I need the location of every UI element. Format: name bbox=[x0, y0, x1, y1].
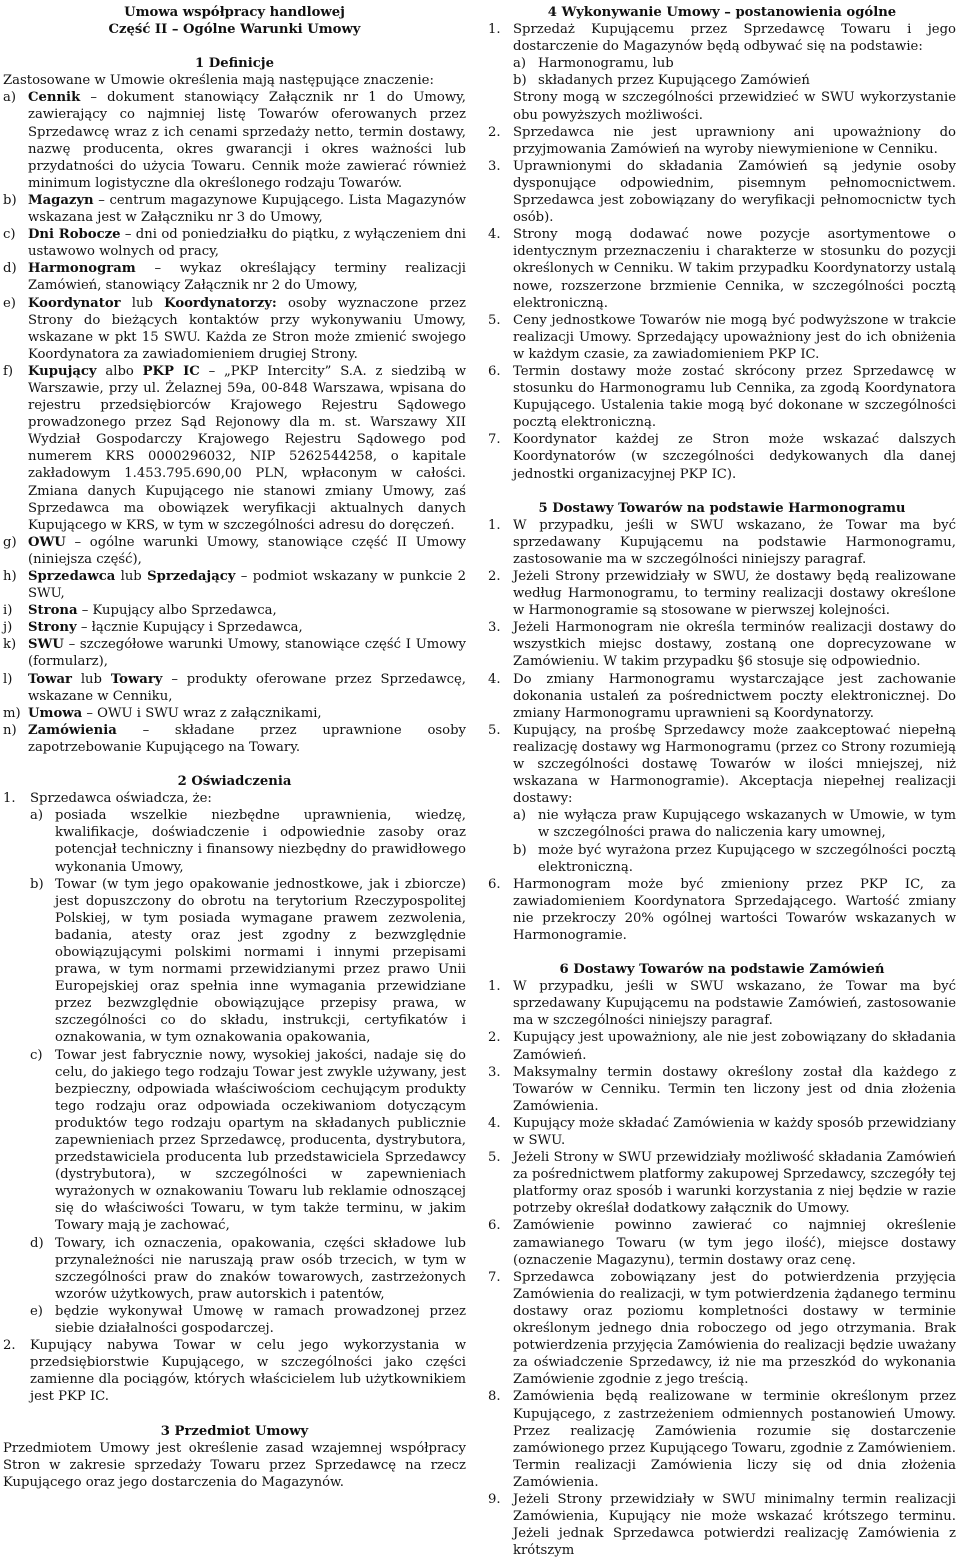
definition-term: PKP IC bbox=[142, 363, 200, 379]
section-4-item-1 bbox=[488, 21, 956, 55]
definition-term: Magazyn bbox=[28, 192, 94, 208]
definition-term: Towary bbox=[110, 671, 163, 687]
definition-term: Strona bbox=[28, 603, 78, 619]
item-text bbox=[28, 568, 466, 602]
sub-item bbox=[488, 842, 956, 876]
item-letter: a) bbox=[30, 808, 44, 824]
item-number: 6. bbox=[488, 876, 501, 892]
item-text: Kupujący może składać Zamówienia w każdy sposób przewidziany w SWU. bbox=[513, 1115, 956, 1148]
section-3-text: Przedmiotem Umowy jest określenie zasad wzajemnej współpracy Stron w zakresie sprzedaży Towaru przez Sprzedawcę na rzecz Kupującego oraz jego dostarczenia do Magazynów. bbox=[3, 1440, 466, 1490]
item-letter: b) bbox=[513, 842, 527, 858]
definition-text: – łącznie Kupujący i Sprzedawca, bbox=[76, 620, 303, 636]
numbered-item bbox=[488, 226, 956, 311]
item-number: 7. bbox=[488, 1269, 501, 1285]
sub-item bbox=[488, 72, 956, 89]
numbered-item bbox=[488, 1149, 956, 1217]
item-text bbox=[28, 89, 466, 192]
item-number: 1. bbox=[488, 22, 501, 38]
item-number: 2. bbox=[488, 1030, 501, 1046]
definition-item bbox=[3, 89, 466, 192]
definition-text: – wykaz określający terminy realizacji Zamówień, stanowiący Załącznik nr 2 do Umowy, bbox=[28, 261, 466, 294]
definition-text: lub bbox=[71, 671, 111, 687]
item-text bbox=[28, 226, 466, 260]
definition-text: – ogólne warunki Umowy, stanowiące część II Umowy (niniejsza część), bbox=[28, 534, 466, 567]
definition-item bbox=[3, 636, 466, 670]
item-number: 8. bbox=[488, 1389, 501, 1405]
item-text bbox=[28, 260, 466, 294]
item-letter: d) bbox=[3, 261, 17, 277]
definition-term: Strony bbox=[28, 620, 77, 636]
definition-term: Dni Robocze bbox=[28, 227, 121, 243]
item-number: 4. bbox=[488, 671, 501, 687]
definition-item bbox=[3, 226, 466, 260]
item-text: Kupujący jest upoważniony, ale nie jest zobowiązany do składania Zamówień. bbox=[513, 1030, 956, 1063]
definition-text: – dni od poniedziałku do piątku, z wyłączeniem dni ustawowo wolnych od pracy, bbox=[28, 227, 466, 260]
item-text: Strony mogą w szczególności przewidzieć w SWU wykorzystanie obu powyższych możliwości. bbox=[513, 90, 956, 123]
item-text: Maksymalny termin dostawy określony został dla każdego z Towarów w Cenniku. Termin ten liczony jest od dnia złożenia Zamówienia. bbox=[513, 1064, 956, 1114]
section-6-heading: 6 Dostawy Towarów na podstawie Zamówień bbox=[559, 962, 885, 978]
item-text: Jeżeli Strony w SWU przewidziały możliwość składania Zamówień za pośrednictwem platformy zakupowej Sprzedawcy, szczegóły tej platformy oraz sposób i warunki korzystania z niej będzie w razie potrzeby określał dodatkowy załącznik do Umowy. bbox=[513, 1150, 956, 1217]
section-5-sublist bbox=[488, 807, 956, 875]
item-number: 3. bbox=[488, 620, 501, 636]
item-text: W przypadku, jeśli w SWU wskazano, że Towar ma być sprzedawany Kupującemu na podstawie Zamówień, zastosowanie ma w szczególności niniejszy paragraf. bbox=[513, 979, 956, 1029]
definition-text: – „PKP Intercity” S.A. z siedzibą w Warszawie, przy ul. Żelaznej 59a, 00-848 Warszawa, wpisana do rejestru przedsiębiorców Krajowego Rejestru Sądowego prowadzonego przez Sąd Rejonowy dla m. st. Warszawy XII Wydział Gospodarczy Krajowego Rejestru Sądowego pod numerem KRS 0000296032, NIP 5262544258, o kapitale zakładowym 1.453.795.690,00 PLN, wpłaconym w całości. Zmiana danych Kupującego nie stanowi zmiany Umowy, zaś Sprzedawca ma obowiązek weryfikacji aktualnych danych Kupującego w KRS, w tym w szczególności adresu do doręczeń. bbox=[28, 363, 466, 533]
numbered-item bbox=[488, 517, 956, 568]
numbered-item bbox=[488, 1029, 956, 1063]
numbered-item bbox=[488, 1064, 956, 1115]
item-letter: n) bbox=[3, 722, 17, 738]
item-letter: e) bbox=[3, 295, 16, 311]
item-text: Zamówienia będą realizowane w terminie określonym przez Kupującego, z zastrzeżeniem odmiennych postanowień Umowy. Przez realizację Zamówienia rozumie się dostarczenie zamówionego przez Kupującego Towaru, zgodnie z Zamówieniem. Termin realizacji Zamówienia liczy się od dnia złożenia Zamówienia. bbox=[513, 1389, 956, 1490]
item-text: składanych przez Kupującego Zamówień bbox=[538, 73, 810, 89]
sub-item bbox=[3, 807, 466, 875]
numbered-item bbox=[488, 1491, 956, 1559]
item-text: będzie wykonywał Umowę w ramach prowadzonej przez siebie działalności gospodarczej. bbox=[55, 1303, 466, 1337]
section-6-list bbox=[488, 978, 956, 1559]
section-4-sublist bbox=[488, 55, 956, 89]
sub-item bbox=[488, 807, 956, 841]
item-text bbox=[28, 705, 466, 722]
item-text: Sprzedaż Kupującemu przez Sprzedawcę Towaru i jego dostarczenie do Magazynów będą odbywać się na podstawie: bbox=[513, 22, 956, 55]
numbered-item bbox=[488, 312, 956, 363]
definition-text: – dokument stanowiący Załącznik nr 1 do Umowy, zawierający co najmniej listę Towarów oferowanych przez Sprzedawcę wraz z ich cenami sprzedaży netto, termin dostawy, nazwę producenta, okres gwarancji i okres ważności lub przydatności do użycia Towaru. Cennik może zawierać również minimum logistyczne dla określonego rodzaju Towarów. bbox=[28, 90, 466, 191]
item-text: Strony mogą dodawać nowe pozycje asortymentowe o identycznym przeznaczeniu i charakterze w stosunku do pozycji określonych w Cenniku. W takim przypadku Koordynatorzy ustalą nowe, rozszerzone brzmienie Cennika, w szczególności pocztą elektroniczną. bbox=[513, 227, 956, 311]
item-text: Do zmiany Harmonogramu wystarczające jest zachowanie dokonania ustaleń za pośrednictwem poczty elektronicznej. Do zmiany Harmonogramu uprawnieni są Koordynatorzy. bbox=[513, 671, 956, 721]
item-text bbox=[28, 602, 466, 619]
item-letter: b) bbox=[30, 876, 44, 892]
item-text: nie wyłącza praw Kupującego wskazanych w Umowie, w tym w szczególności prawa do naliczenia kary umownej, bbox=[538, 808, 956, 841]
item-text: Termin dostawy może zostać skrócony przez Sprzedawcę w stosunku do Harmonogramu lub Cennika, za zgodą Koordynatora Kupującego. Ustalenia takie mogą być dokonane w szczególności pocztą elektroniczną. bbox=[513, 363, 956, 431]
item-number: 5. bbox=[488, 312, 501, 328]
definition-term: SWU bbox=[28, 637, 64, 653]
definition-text: – składane przez uprawnione osoby zapotrzebowanie Kupującego na Towary. bbox=[28, 722, 466, 755]
item-number: 6. bbox=[488, 1218, 501, 1234]
item-text: Zamówienie powinno zawierać co najmniej określenie zamawianego Towaru (w tym jego ilość), miejsce dostawy (oznaczenie Magazynu), termin dostawy oraz cenę. bbox=[513, 1218, 956, 1268]
numbered-item bbox=[488, 671, 956, 722]
sub-item bbox=[3, 876, 466, 1047]
definition-item bbox=[3, 260, 466, 294]
definition-text: – OWU i SWU wraz z załącznikami, bbox=[82, 705, 322, 721]
section-2-item-1 bbox=[3, 790, 466, 807]
item-text bbox=[28, 534, 466, 568]
item-number: 4. bbox=[488, 227, 501, 243]
numbered-item bbox=[488, 978, 956, 1029]
item-text: Jeżeli Harmonogram nie określa terminów realizacji dostawy do wszystkich miejsc dostawy, zostaną one doprecyzowane w Zamówieniu. W takim przypadku §6 stosuje się odpowiednio. bbox=[513, 620, 956, 670]
item-number: 2. bbox=[488, 124, 501, 140]
definition-item bbox=[3, 705, 466, 722]
definition-term: Towar bbox=[28, 671, 72, 687]
definition-item bbox=[3, 192, 466, 226]
section-1-heading: 1 Definicje bbox=[195, 56, 274, 72]
definition-term: Koordynator bbox=[28, 295, 121, 311]
section-1-intro: Zastosowane w Umowie określenia mają następujące znaczenie: bbox=[3, 73, 434, 89]
definition-item bbox=[3, 534, 466, 568]
item-number: 6. bbox=[488, 363, 501, 379]
item-text: może być wyrażona przez Kupującego w szczególności pocztą elektroniczną. bbox=[538, 842, 956, 875]
definition-item bbox=[3, 568, 466, 602]
definition-term: OWU bbox=[28, 534, 66, 550]
item-number: 7. bbox=[488, 432, 501, 448]
item-text: Sprzedawca oświadcza, że: bbox=[30, 791, 212, 807]
item-letter: b) bbox=[513, 73, 527, 89]
item-letter: e) bbox=[30, 1303, 43, 1319]
numbered-item bbox=[488, 124, 956, 158]
definition-item bbox=[3, 619, 466, 636]
item-text: Towar (w tym jego opakowanie jednostkowe, jak i zbiorcze) jest dopuszczony do obrotu na terytorium Rzeczypospolitej Polskiej, w tym posiada wymagane prawem zezwolenia, badania, atesty oraz jest zgodny z bezwzględnie obowiązującymi polskimi normami i innymi przepisami prawa, w tym normami przewidzianymi przez prawo Unii Europejskiej oraz spełnia inne wymagania przewidziane przez bezwzględnie obowiązujące przepisy prawa, w szczególności co do składu, instrukcji, certyfikatów i oznakowania, w tym oznakowania opakowania, bbox=[55, 876, 466, 1046]
definition-text: – produkty oferowane przez Sprzedawcę, wskazane w Cenniku, bbox=[28, 671, 466, 704]
item-text: W przypadku, jeśli w SWU wskazano, że Towar ma być sprzedawany Kupującemu na podstawie Harmonogramu, zastosowanie ma w szczególności niniejszy paragraf. bbox=[513, 517, 956, 567]
definition-text: albo bbox=[96, 363, 143, 379]
item-number: 9. bbox=[488, 1491, 501, 1507]
definition-text: – szczegółowe warunki Umowy, stanowiące część I Umowy (formularz), bbox=[28, 637, 466, 670]
section-4-heading: 4 Wykonywanie Umowy – postanowienia ogólne bbox=[547, 5, 897, 20]
item-text bbox=[28, 671, 466, 705]
item-letter: m) bbox=[3, 705, 21, 721]
item-number: 4. bbox=[488, 1115, 501, 1131]
document-title: Umowa współpracy handlowej bbox=[124, 5, 345, 20]
definition-text: osoby wyznaczone przez Strony do bieżących kontaktów przy wykonywaniu Umowy, wskazane w pkt 15 SWU. Każda ze Stron może zmienić swojego Koordynatora za zawiadomieniem drugiej Strony. bbox=[28, 295, 466, 362]
item-text bbox=[28, 192, 466, 226]
definition-item bbox=[3, 602, 466, 619]
sub-item bbox=[3, 1303, 466, 1337]
section-5-item-6 bbox=[488, 876, 956, 944]
item-number: 5. bbox=[488, 722, 501, 738]
definition-term: Sprzedający bbox=[147, 569, 236, 584]
item-text bbox=[28, 295, 466, 363]
item-text: Jeżeli Strony przewidziały w SWU, że dostawy będą realizowane według Harmonogramu, to terminy realizacji dostawy określone w Harmonogramie są stosowane w pierwszej kolejności. bbox=[513, 569, 956, 619]
numbered-item bbox=[488, 158, 956, 226]
item-text: Kupujący, na prośbę Sprzedawcy może zaakceptować niepełną realizację dostawy wg Harmonogramu (przez co Strony rozumieją w szczególności dostawę Towarów w ilości mniejszej, niż wskazana w Harmonogramie). Akceptacja niepełnej realizacji dostawy: bbox=[513, 722, 956, 807]
definition-text: lub bbox=[120, 295, 165, 311]
item-number: 2. bbox=[488, 569, 501, 584]
item-text: Kupujący nabywa Towar w celu jego wykorzystania w przedsiębiorstwie Kupującego, w szczególności jako części zamienne dla pociągów, których właścicielem lub użytkownikiem jest PKP IC. bbox=[30, 1338, 466, 1405]
numbered-item bbox=[488, 1217, 956, 1268]
item-text: Sprzedawca nie jest uprawniony ani upoważniony do przyjmowania Zamówień na wyroby niewymienione w Cenniku. bbox=[513, 124, 956, 157]
definition-item bbox=[3, 363, 466, 534]
item-number: 1. bbox=[3, 791, 16, 807]
definition-item bbox=[3, 722, 466, 756]
definition-term: Harmonogram bbox=[28, 261, 136, 277]
item-text: Uprawnionymi do składania Zamówień są jedynie osoby dysponujące odpowiednim, pisemnym pełnomocnictwem. Sprzedawca jest zobowiązany do weryfikacji pełnomocnictw tych osób). bbox=[513, 158, 956, 226]
item-text: Koordynator każdej ze Stron może wskazać dalszych Koordynatorów (w szczególności dedykowanych dla danej jednostki organizacyjnej PKP IC). bbox=[513, 432, 956, 482]
definition-term: Kupujący bbox=[28, 363, 97, 379]
item-number: 3. bbox=[488, 158, 501, 174]
definition-term: Sprzedawca bbox=[28, 569, 116, 584]
section-2-heading: 2 Oświadczenia bbox=[177, 774, 292, 790]
item-text bbox=[28, 636, 466, 670]
item-text bbox=[28, 722, 466, 756]
item-letter: h) bbox=[3, 569, 17, 584]
right-column bbox=[472, 0, 960, 1559]
numbered-item bbox=[488, 1269, 956, 1389]
section-5-list bbox=[488, 517, 956, 808]
numbered-item bbox=[488, 1388, 956, 1491]
item-text: posiada wszelkie niezbędne uprawnienia, wiedzę, kwalifikacje, doświadczenie i odpowiednie zasoby oraz potencjał techniczny i finansowy niezbędny do prawidłowego wykonania Umowy, bbox=[55, 808, 466, 875]
item-text: Jeżeli Strony przewidziały w SWU minimalny termin realizacji Zamówienia, Kupujący nie może wskazać krótszego terminu. Jeżeli jednak Sprzedawca potwierdzi realizację Zamówienia z krótszym bbox=[513, 1491, 956, 1559]
item-letter: c) bbox=[3, 227, 16, 243]
item-text: Harmonogram może być zmieniony przez PKP IC, za zawiadomieniem Koordynatora Sprzedającego. Wartość zmiany nie przekroczy 20% ogólnej wartości Towarów wskazanych w Harmonogramie. bbox=[513, 876, 956, 943]
definition-text: – centrum magazynowe Kupującego. Lista Magazynów wskazana jest w Załączniku nr 3 do Umowy, bbox=[28, 192, 466, 226]
sub-item bbox=[3, 1235, 466, 1303]
item-number: 5. bbox=[488, 1150, 501, 1166]
section-3-heading: 3 Przedmiot Umowy bbox=[160, 1423, 309, 1439]
numbered-item bbox=[488, 431, 956, 482]
item-letter: f) bbox=[3, 363, 14, 379]
item-number: 3. bbox=[488, 1064, 501, 1080]
item-letter: a) bbox=[513, 56, 527, 72]
numbered-item bbox=[488, 722, 956, 807]
item-letter: b) bbox=[3, 192, 17, 208]
item-text bbox=[28, 619, 466, 636]
definition-term: Zamówienia bbox=[28, 722, 117, 738]
item-letter: a) bbox=[513, 808, 527, 824]
item-number: 1. bbox=[488, 517, 501, 533]
definition-item bbox=[3, 671, 466, 705]
numbered-item bbox=[488, 363, 956, 431]
numbered-item bbox=[488, 1115, 956, 1149]
item-text bbox=[28, 363, 466, 534]
definition-term: Umowa bbox=[28, 705, 83, 721]
document-subtitle: Część II – Ogólne Warunki Umowy bbox=[108, 22, 361, 38]
item-letter: c) bbox=[30, 1047, 43, 1063]
definitions-list bbox=[3, 89, 466, 756]
item-text: Towar jest fabrycznie nowy, wysokiej jakości, nadaje się do celu, do jakiego tego rodzaju Towar jest zwykle używany, jest bezpieczny, odpowiada właściwościom cechującym produkty tego rodzaju oraz odpowiada oczekiwaniom dotyczącym produktów tego rodzaju opartym na składanych publicznie zapewnieniach przez Sprzedawcę, producenta, dystrybutora, przedstawiciela producenta lub przedstawiciela Sprzedawcy (dystrybutora), w szczególności w zapewnieniach wyrażonych w oznakowaniu Towaru lub reklamie odnoszącej się do właściwości Towaru, w tym także terminu, w jakim Towary mają je zachować, bbox=[55, 1047, 466, 1234]
definition-text: – podmiot wskazany w punkcie 2 SWU, bbox=[28, 569, 466, 602]
item-text: Ceny jednostkowe Towarów nie mogą być podwyższone w trakcie realizacji Umowy. Sprzedający upoważniony jest do ich obniżenia w każdym czasie, za zawiadomieniem PKP IC. bbox=[513, 312, 956, 362]
item-number: 1. bbox=[488, 979, 501, 995]
definition-term: Cennik bbox=[28, 90, 81, 106]
left-column bbox=[0, 0, 472, 1490]
item-letter: g) bbox=[3, 534, 17, 550]
definition-item bbox=[3, 295, 466, 363]
section-2-sublist bbox=[3, 807, 466, 1337]
section-5-heading: 5 Dostawy Towarów na podstawie Harmonogramu bbox=[538, 500, 906, 516]
section-2-item-2 bbox=[3, 1337, 466, 1405]
item-letter: i) bbox=[3, 603, 13, 619]
item-letter: j) bbox=[3, 620, 13, 636]
section-4-item-1-tail bbox=[488, 89, 956, 123]
item-letter: a) bbox=[3, 90, 17, 106]
definition-term: Koordynatorzy: bbox=[164, 295, 277, 311]
numbered-item bbox=[488, 568, 956, 619]
definition-text: – Kupujący albo Sprzedawca, bbox=[77, 603, 277, 619]
sub-item bbox=[488, 55, 956, 72]
item-letter: l) bbox=[3, 671, 13, 687]
section-4-list bbox=[488, 124, 956, 483]
definition-text: lub bbox=[115, 569, 148, 584]
numbered-item bbox=[488, 619, 956, 670]
item-text: Harmonogramu, lub bbox=[538, 56, 674, 72]
item-text: Sprzedawca zobowiązany jest do potwierdzenia przyjęcia Zamówienia do realizacji, w tym potwierdzenia żądanego terminu dostawy oraz poziomu kompletności dostawy w terminie określonym jednego dnia roboczego od jego otrzymania. Brak potwierdzenia przyjęcia Zamówienia do realizacji będzie uważany za oświadczenie Sprzedawcy, iż nie ma przeszkód do wykonania Zamówienie zgodnie z jego treścią. bbox=[513, 1269, 956, 1388]
item-letter: k) bbox=[3, 637, 17, 653]
item-letter: d) bbox=[30, 1235, 44, 1251]
item-text: Towary, ich oznaczenia, opakowania, części składowe lub przynależności nie naruszają praw osób trzecich, w tym w szczególności praw do znaków towarowych, zastrzeżonych wzorów użytkowych, praw autorskich i patentów, bbox=[55, 1235, 466, 1302]
item-number: 2. bbox=[3, 1338, 16, 1354]
sub-item bbox=[3, 1047, 466, 1235]
